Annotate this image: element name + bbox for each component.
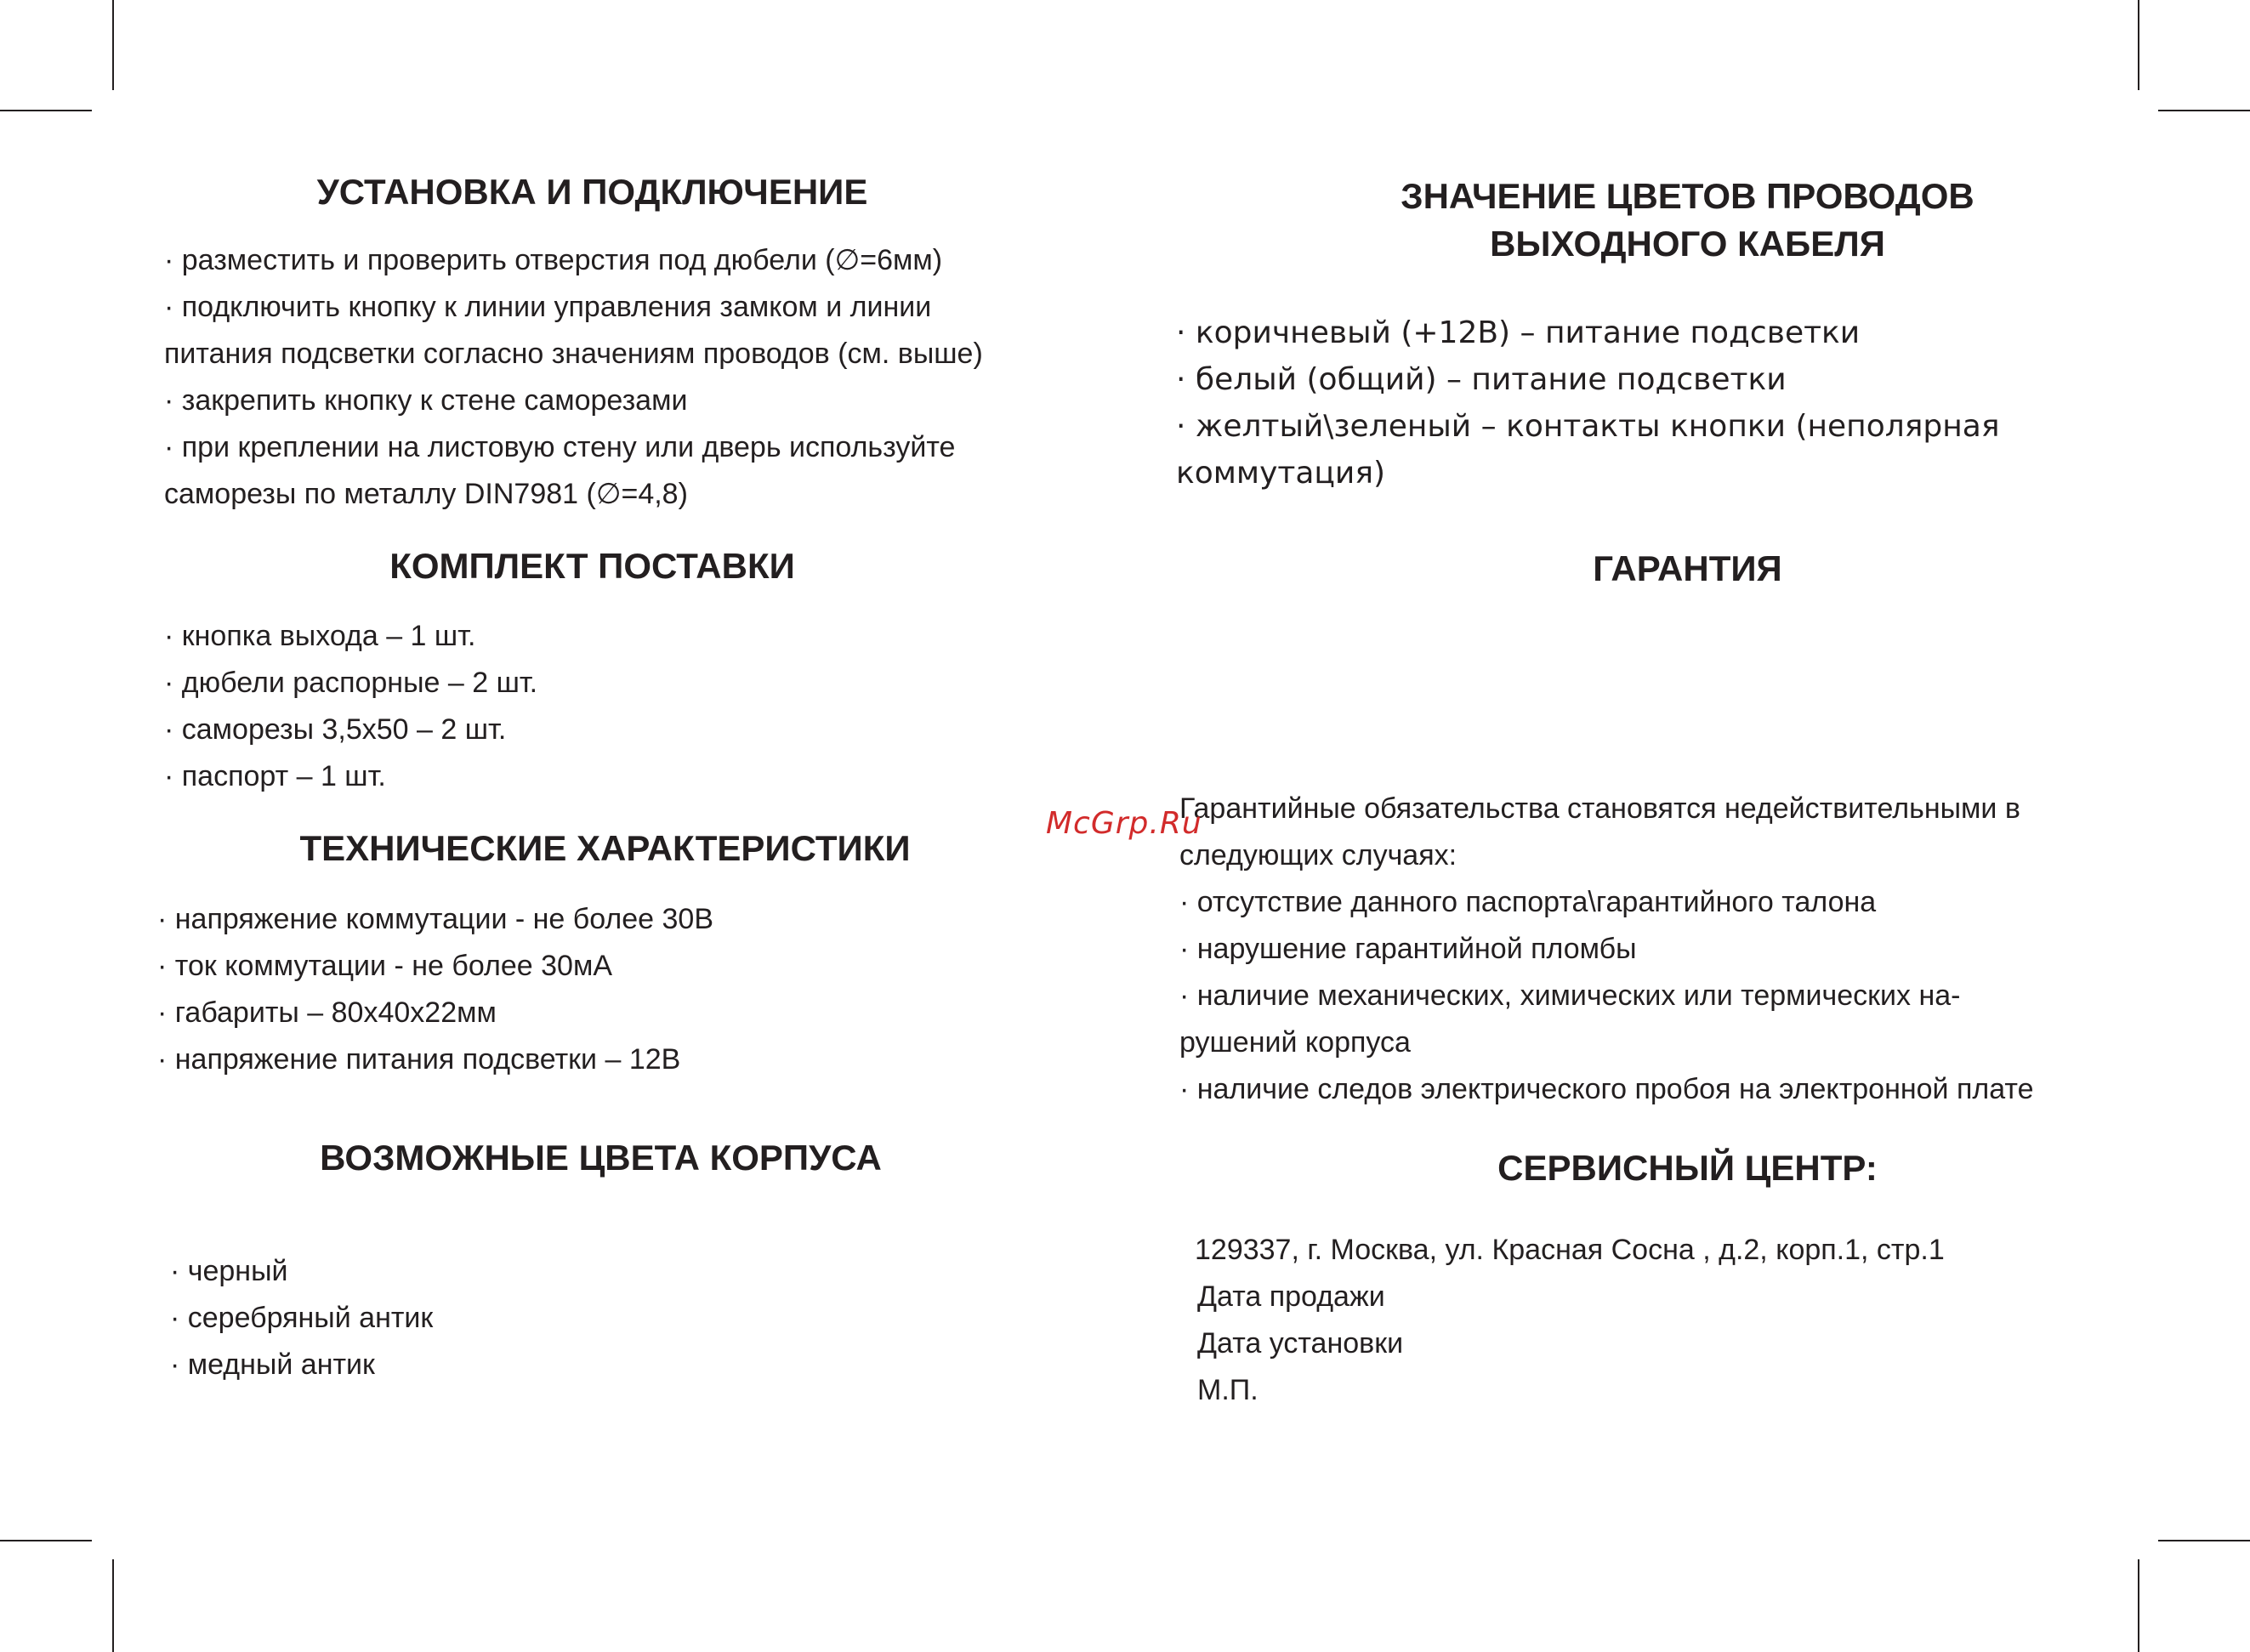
list-item: · подключить кнопку к линии управления замком и линии (164, 291, 932, 323)
list-item: · отсутствие данного паспорта\гарантийного талона (1179, 886, 1877, 918)
list-item: · наличие следов электрического пробоя на электронной плате (1179, 1073, 2034, 1105)
list-item: · белый (общий) – питание подсветки (1176, 362, 1787, 397)
colors-title: ВОЗМОЖНЫЕ ЦВЕТА КОРПУСА (320, 1138, 882, 1178)
list-item: · напряжение коммутации - не более 30В (157, 903, 714, 935)
list-item: · коричневый (+12В) – питание подсветки (1176, 315, 1861, 350)
list-item: саморезы по металлу DIN7981 (∅=4,8) (164, 478, 688, 510)
list-item: · кнопка выхода – 1 шт. (164, 620, 476, 652)
list-item: · при креплении на листовую стену или дверь используйте (164, 431, 956, 463)
installation-title: УСТАНОВКА И ПОДКЛЮЧЕНИЕ (316, 172, 868, 212)
list-item: · разместить и проверить отверстия под дюбели (∅=6мм) (164, 244, 943, 276)
service-list (1195, 1227, 1945, 1414)
list-item: · закрепить кнопку к стене саморезами (164, 384, 688, 417)
installation-list (164, 237, 983, 518)
list-item: · черный (170, 1255, 288, 1287)
kit-list (164, 613, 537, 800)
wires-title-line1: ЗНАЧЕНИЕ ЦВЕТОВ ПРОВОДОВ (1401, 176, 1974, 216)
specs-list (157, 896, 713, 1083)
list-item: · саморезы 3,5х50 – 2 шт. (164, 713, 507, 746)
kit-title: КОМПЛЕКТ ПОСТАВКИ (389, 546, 795, 586)
list-item: · серебряный антик (170, 1302, 434, 1334)
list-item: · желтый\зеленый – контакты кнопки (неполярная (1176, 409, 2000, 444)
warranty-list (1179, 786, 2034, 1113)
list-item: · паспорт – 1 шт. (164, 760, 386, 792)
list-item: · ток коммутации - не более 30мА (157, 950, 613, 982)
stamp-label: М.П. (1197, 1374, 1259, 1406)
warranty-title: ГАРАНТИЯ (1593, 548, 1782, 588)
list-item: Гарантийные обязательства становятся недействительными в (1179, 792, 2020, 825)
colors-list (170, 1248, 433, 1388)
list-item: рушений корпуса (1179, 1026, 1411, 1059)
list-item: · наличие механических, химических или термических на- (1179, 979, 1961, 1012)
sale-date-label: Дата продажи (1197, 1280, 1385, 1313)
list-item: · дюбели распорные – 2 шт. (164, 667, 538, 699)
list-item: · напряжение питания подсветки – 12В (157, 1043, 681, 1076)
list-item: · габариты – 80х40х22мм (157, 996, 497, 1029)
list-item: · нарушение гарантийной пломбы (1179, 933, 1637, 965)
right-page (1125, 0, 2250, 1652)
wires-list (1176, 309, 2000, 497)
service-title: СЕРВИСНЫЙ ЦЕНТР: (1497, 1148, 1878, 1188)
list-item: · медный антик (170, 1348, 375, 1381)
wires-title-line2: ВЫХОДНОГО КАБЕЛЯ (1490, 224, 1885, 264)
list-item: питания подсветки согласно значениям проводов (см. выше) (164, 338, 983, 370)
watermark: McGrp.Ru (1046, 806, 1202, 841)
address: 129337, г. Москва, ул. Красная Сосна , д.2, корп.1, стр.1 (1195, 1234, 1945, 1266)
list-item: коммутация) (1176, 456, 1386, 491)
install-date-label: Дата установки (1197, 1327, 1404, 1360)
list-item: следующих случаях: (1179, 839, 1457, 871)
specs-title: ТЕХНИЧЕСКИЕ ХАРАКТЕРИСТИКИ (299, 828, 911, 868)
